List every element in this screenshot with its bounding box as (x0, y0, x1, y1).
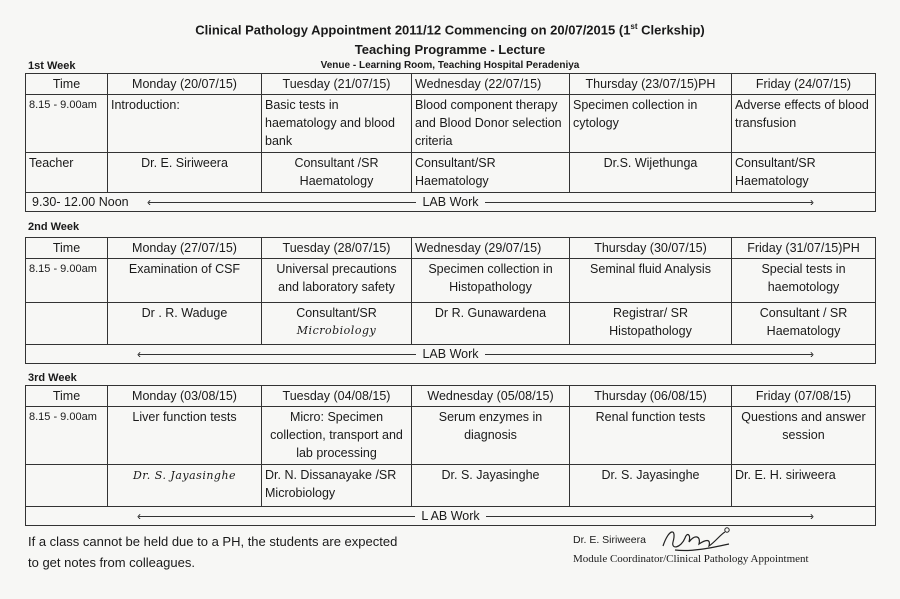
day-header: Monday (03/08/15) (108, 386, 262, 407)
day-header: Wednesday (05/08/15) (412, 386, 570, 407)
signatory-role: Module Coordinator/Clinical Pathology Appointment (573, 553, 809, 565)
lecture-time: 8.15 - 9.00am (26, 95, 108, 153)
lab-work-label: LAB Work (416, 347, 484, 361)
table-row (26, 386, 876, 407)
lecture-cell: Special tests in haemotology (732, 259, 876, 303)
teacher-cell: Registrar/ SR Histopathology (570, 303, 732, 345)
day-header: Friday (31/07/15)PH (732, 238, 876, 259)
teacher-cell (262, 303, 412, 345)
teacher-cell: Dr R. Gunawardena (412, 303, 570, 345)
teacher-cell: Dr. E. H. siriweera (732, 465, 876, 507)
day-header: Monday (27/07/15) (108, 238, 262, 259)
teacher-title: Consultant/SR (296, 306, 377, 320)
lecture-cell: Specimen collection in cytology (570, 95, 732, 153)
teacher-cell: Consultant/SR Haematology (412, 153, 570, 193)
table-row (26, 193, 876, 212)
time-header: Time (26, 74, 108, 95)
arrow-right-icon: › (810, 509, 814, 523)
table-row (26, 259, 876, 303)
lecture-cell: Micro: Specimen collection, transport and lab processing (262, 407, 412, 465)
day-header: Thursday (23/07/15)PH (570, 74, 732, 95)
day-header: Monday (20/07/15) (108, 74, 262, 95)
lab-work-label: LAB Work (416, 195, 484, 209)
table-row (26, 74, 876, 95)
week-3-table (25, 385, 876, 526)
lecture-cell: Specimen collection in Histopathology (412, 259, 570, 303)
signature-mark (655, 524, 735, 556)
day-header: Tuesday (04/08/15) (262, 386, 412, 407)
teacher-cell: Dr.S. Wijethunga (570, 153, 732, 193)
table-row (26, 95, 876, 153)
day-header: Wednesday (22/07/15) (412, 74, 570, 95)
lab-work-cell (26, 345, 876, 364)
signatory-name: Dr. E. Siriweera (573, 534, 646, 546)
day-header: Friday (24/07/15) (732, 74, 876, 95)
table-row (26, 153, 876, 193)
day-header: Tuesday (28/07/15) (262, 238, 412, 259)
day-header: Wednesday (29/07/15) (412, 238, 570, 259)
week-1-table (25, 73, 876, 212)
footer-note (28, 531, 397, 573)
arrow-left-icon: ‹ (137, 509, 141, 523)
table-row (26, 345, 876, 364)
footer-note-line: to get notes from colleagues. (28, 555, 195, 570)
footer-note-line: If a class cannot be held due to a PH, the students are expected (28, 534, 398, 549)
day-header: Tuesday (21/07/15) (262, 74, 412, 95)
lecture-cell: Universal precautions and laboratory safety (262, 259, 412, 303)
teacher-cell: Dr. S. Jayasinghe (570, 465, 732, 507)
lecture-cell: Serum enzymes in diagnosis (412, 407, 570, 465)
arrow-left-icon: ‹ (137, 347, 141, 361)
table-row (26, 407, 876, 465)
table-row (26, 507, 876, 526)
lab-work-label: L AB Work (415, 509, 485, 523)
lab-work-cell (26, 507, 876, 526)
lab-work-cell (26, 193, 876, 212)
table-row (26, 465, 876, 507)
lecture-cell: Examination of CSF (108, 259, 262, 303)
teacher-cell: Dr. E. Siriweera (108, 153, 262, 193)
arrow-right-icon: › (810, 195, 814, 209)
teacher-cell: Dr. N. Dissanayake /SR Microbiology (262, 465, 412, 507)
time-header: Time (26, 238, 108, 259)
venue: Venue - Learning Room, Teaching Hospital Peradeniya (320, 60, 580, 71)
lecture-cell: Seminal fluid Analysis (570, 259, 732, 303)
lecture-cell: Questions and answer session (732, 407, 876, 465)
teacher-cell: Dr . R. Waduge (108, 303, 262, 345)
teacher-label (26, 465, 108, 507)
arrow-left-icon: ‹ (147, 195, 151, 209)
lecture-cell: Adverse effects of blood transfusion (732, 95, 876, 153)
document-subtitle: Teaching Programme - Lecture (354, 42, 546, 57)
lecture-cell: Blood component therapy and Blood Donor selection criteria (412, 95, 570, 153)
lab-time: 9.30- 12.00 Noon (32, 194, 133, 210)
arrow-right-icon: › (810, 347, 814, 361)
week-3-label: 3rd Week (28, 372, 77, 384)
week-1-label: 1st Week (28, 60, 76, 72)
document-title: Clinical Pathology Appointment 2011/12 Commencing on 20/07/2015 (1st Clerkship) (195, 22, 705, 38)
teacher-cell: Dr. S. Jayasinghe (412, 465, 570, 507)
teacher-label: Teacher (26, 153, 108, 193)
teacher-cell: Consultant /SR Haematology (262, 153, 412, 193)
teacher-label (26, 303, 108, 345)
teacher-cell: Consultant/SR Haematology (732, 153, 876, 193)
day-header: Friday (07/08/15) (732, 386, 876, 407)
day-header: Thursday (30/07/15) (570, 238, 732, 259)
lecture-cell: Renal function tests (570, 407, 732, 465)
lecture-cell: Liver function tests (108, 407, 262, 465)
time-header: Time (26, 386, 108, 407)
teacher-cell: Consultant / SR Haematology (732, 303, 876, 345)
lecture-time: 8.15 - 9.00am (26, 407, 108, 465)
handwritten-note: Microbiology (296, 324, 377, 337)
lecture-cell: Introduction: (108, 95, 262, 153)
lecture-cell: Basic tests in haematology and blood bank (262, 95, 412, 153)
table-row (26, 238, 876, 259)
week-2-label: 2nd Week (28, 221, 80, 233)
teacher-cell (108, 465, 262, 507)
week-2-table (25, 237, 876, 364)
day-header: Thursday (06/08/15) (570, 386, 732, 407)
handwritten-note: Dr. S. Jayasinghe (132, 469, 237, 482)
lecture-time: 8.15 - 9.00am (26, 259, 108, 303)
table-row (26, 303, 876, 345)
